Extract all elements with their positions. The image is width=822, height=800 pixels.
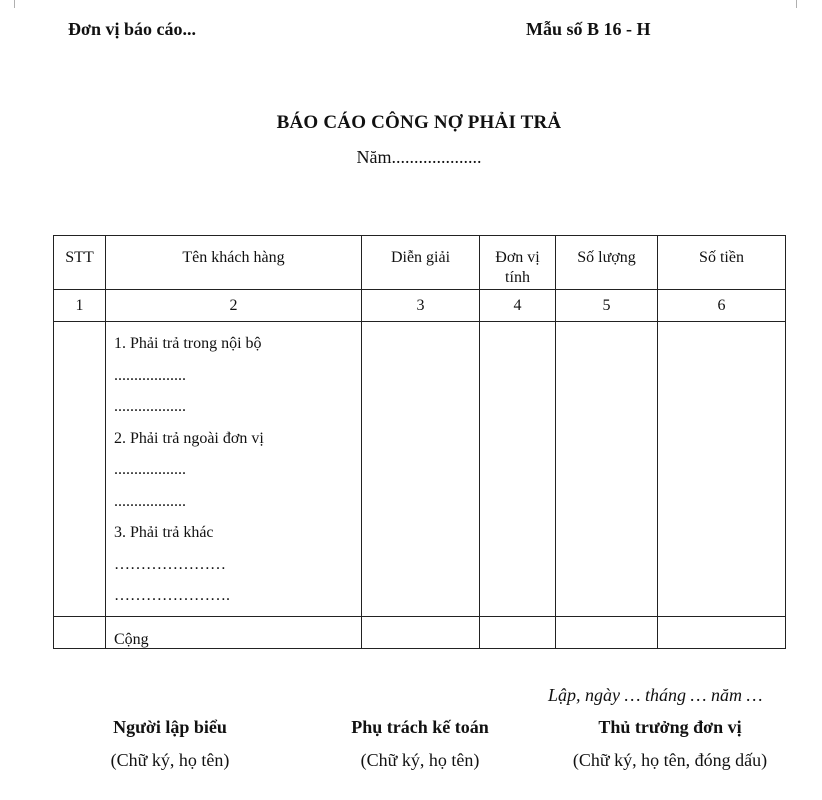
column-number-row xyxy=(54,290,786,322)
crop-mark-top-left xyxy=(0,0,15,8)
preparer-title: Người lập biểu xyxy=(113,717,227,737)
column-number: 3 xyxy=(362,290,480,322)
header-cell-customer-name: Tên khách hàng xyxy=(106,236,362,290)
unit-head-title: Thủ trưởng đơn vị xyxy=(598,717,742,737)
column-number: 2 xyxy=(106,290,362,322)
header-cell-unit xyxy=(480,236,556,290)
placeholder-line: …………………. xyxy=(114,587,230,604)
total-cell-description xyxy=(362,616,480,648)
body-cell-amount xyxy=(658,322,786,617)
report-title: BÁO CÁO CÔNG NỢ PHẢI TRẢ xyxy=(276,112,562,133)
unit-header-line-2: tính xyxy=(505,269,530,286)
category-external-payables: 2. Phải trả ngoài đơn vị xyxy=(114,429,264,447)
payables-table xyxy=(53,235,786,649)
crop-mark-top-right xyxy=(796,0,822,8)
body-cell-quantity xyxy=(556,322,658,617)
header-cell-quantity: Số lượng xyxy=(556,236,658,290)
column-number: 6 xyxy=(658,290,786,322)
placeholder-line: .................. xyxy=(114,398,186,415)
form-code-label: Mẫu số B 16 - H xyxy=(526,19,651,39)
placeholder-line: .................. xyxy=(114,461,186,478)
reporting-unit-label: Đơn vị báo cáo... xyxy=(68,19,196,39)
placeholder-line: .................. xyxy=(114,366,186,384)
unit-head-signature-note: (Chữ ký, họ tên, đóng dấu) xyxy=(572,750,768,770)
accountant-title: Phụ trách kế toán xyxy=(351,717,489,737)
signing-date-line: Lập, ngày … tháng … năm … xyxy=(548,685,763,705)
accountant-signature-note: (Chữ ký, họ tên) xyxy=(360,750,480,770)
total-cell-quantity xyxy=(556,616,658,648)
total-cell-amount xyxy=(658,616,786,648)
table-body-row xyxy=(54,322,786,617)
header-cell-description: Diễn giải xyxy=(362,236,480,290)
column-number: 4 xyxy=(480,290,556,322)
total-row xyxy=(54,616,786,648)
table-header-row xyxy=(54,236,786,290)
placeholder-line: ………………… xyxy=(114,555,226,573)
preparer-signature-note: (Chữ ký, họ tên) xyxy=(110,750,230,770)
body-cell-stt xyxy=(54,322,106,617)
body-cell-customer-name xyxy=(106,322,362,617)
placeholder-line: .................. xyxy=(114,492,186,510)
total-cell-unit xyxy=(480,616,556,648)
body-cell-unit xyxy=(480,322,556,617)
total-label: Cộng xyxy=(114,630,149,648)
category-internal-payables: 1. Phải trả trong nội bộ xyxy=(114,335,262,352)
header-cell-amount: Số tiền xyxy=(658,236,786,290)
report-year: Năm.................... xyxy=(356,147,482,167)
column-number: 1 xyxy=(54,290,106,322)
header-cell-stt: STT xyxy=(54,236,106,290)
column-number: 5 xyxy=(556,290,658,322)
unit-header-line-1: Đơn vị xyxy=(495,249,540,266)
total-cell-stt xyxy=(54,616,106,648)
total-label-cell xyxy=(106,616,362,648)
body-cell-description xyxy=(362,322,480,617)
category-other-payables: 3. Phải trả khác xyxy=(114,524,214,541)
